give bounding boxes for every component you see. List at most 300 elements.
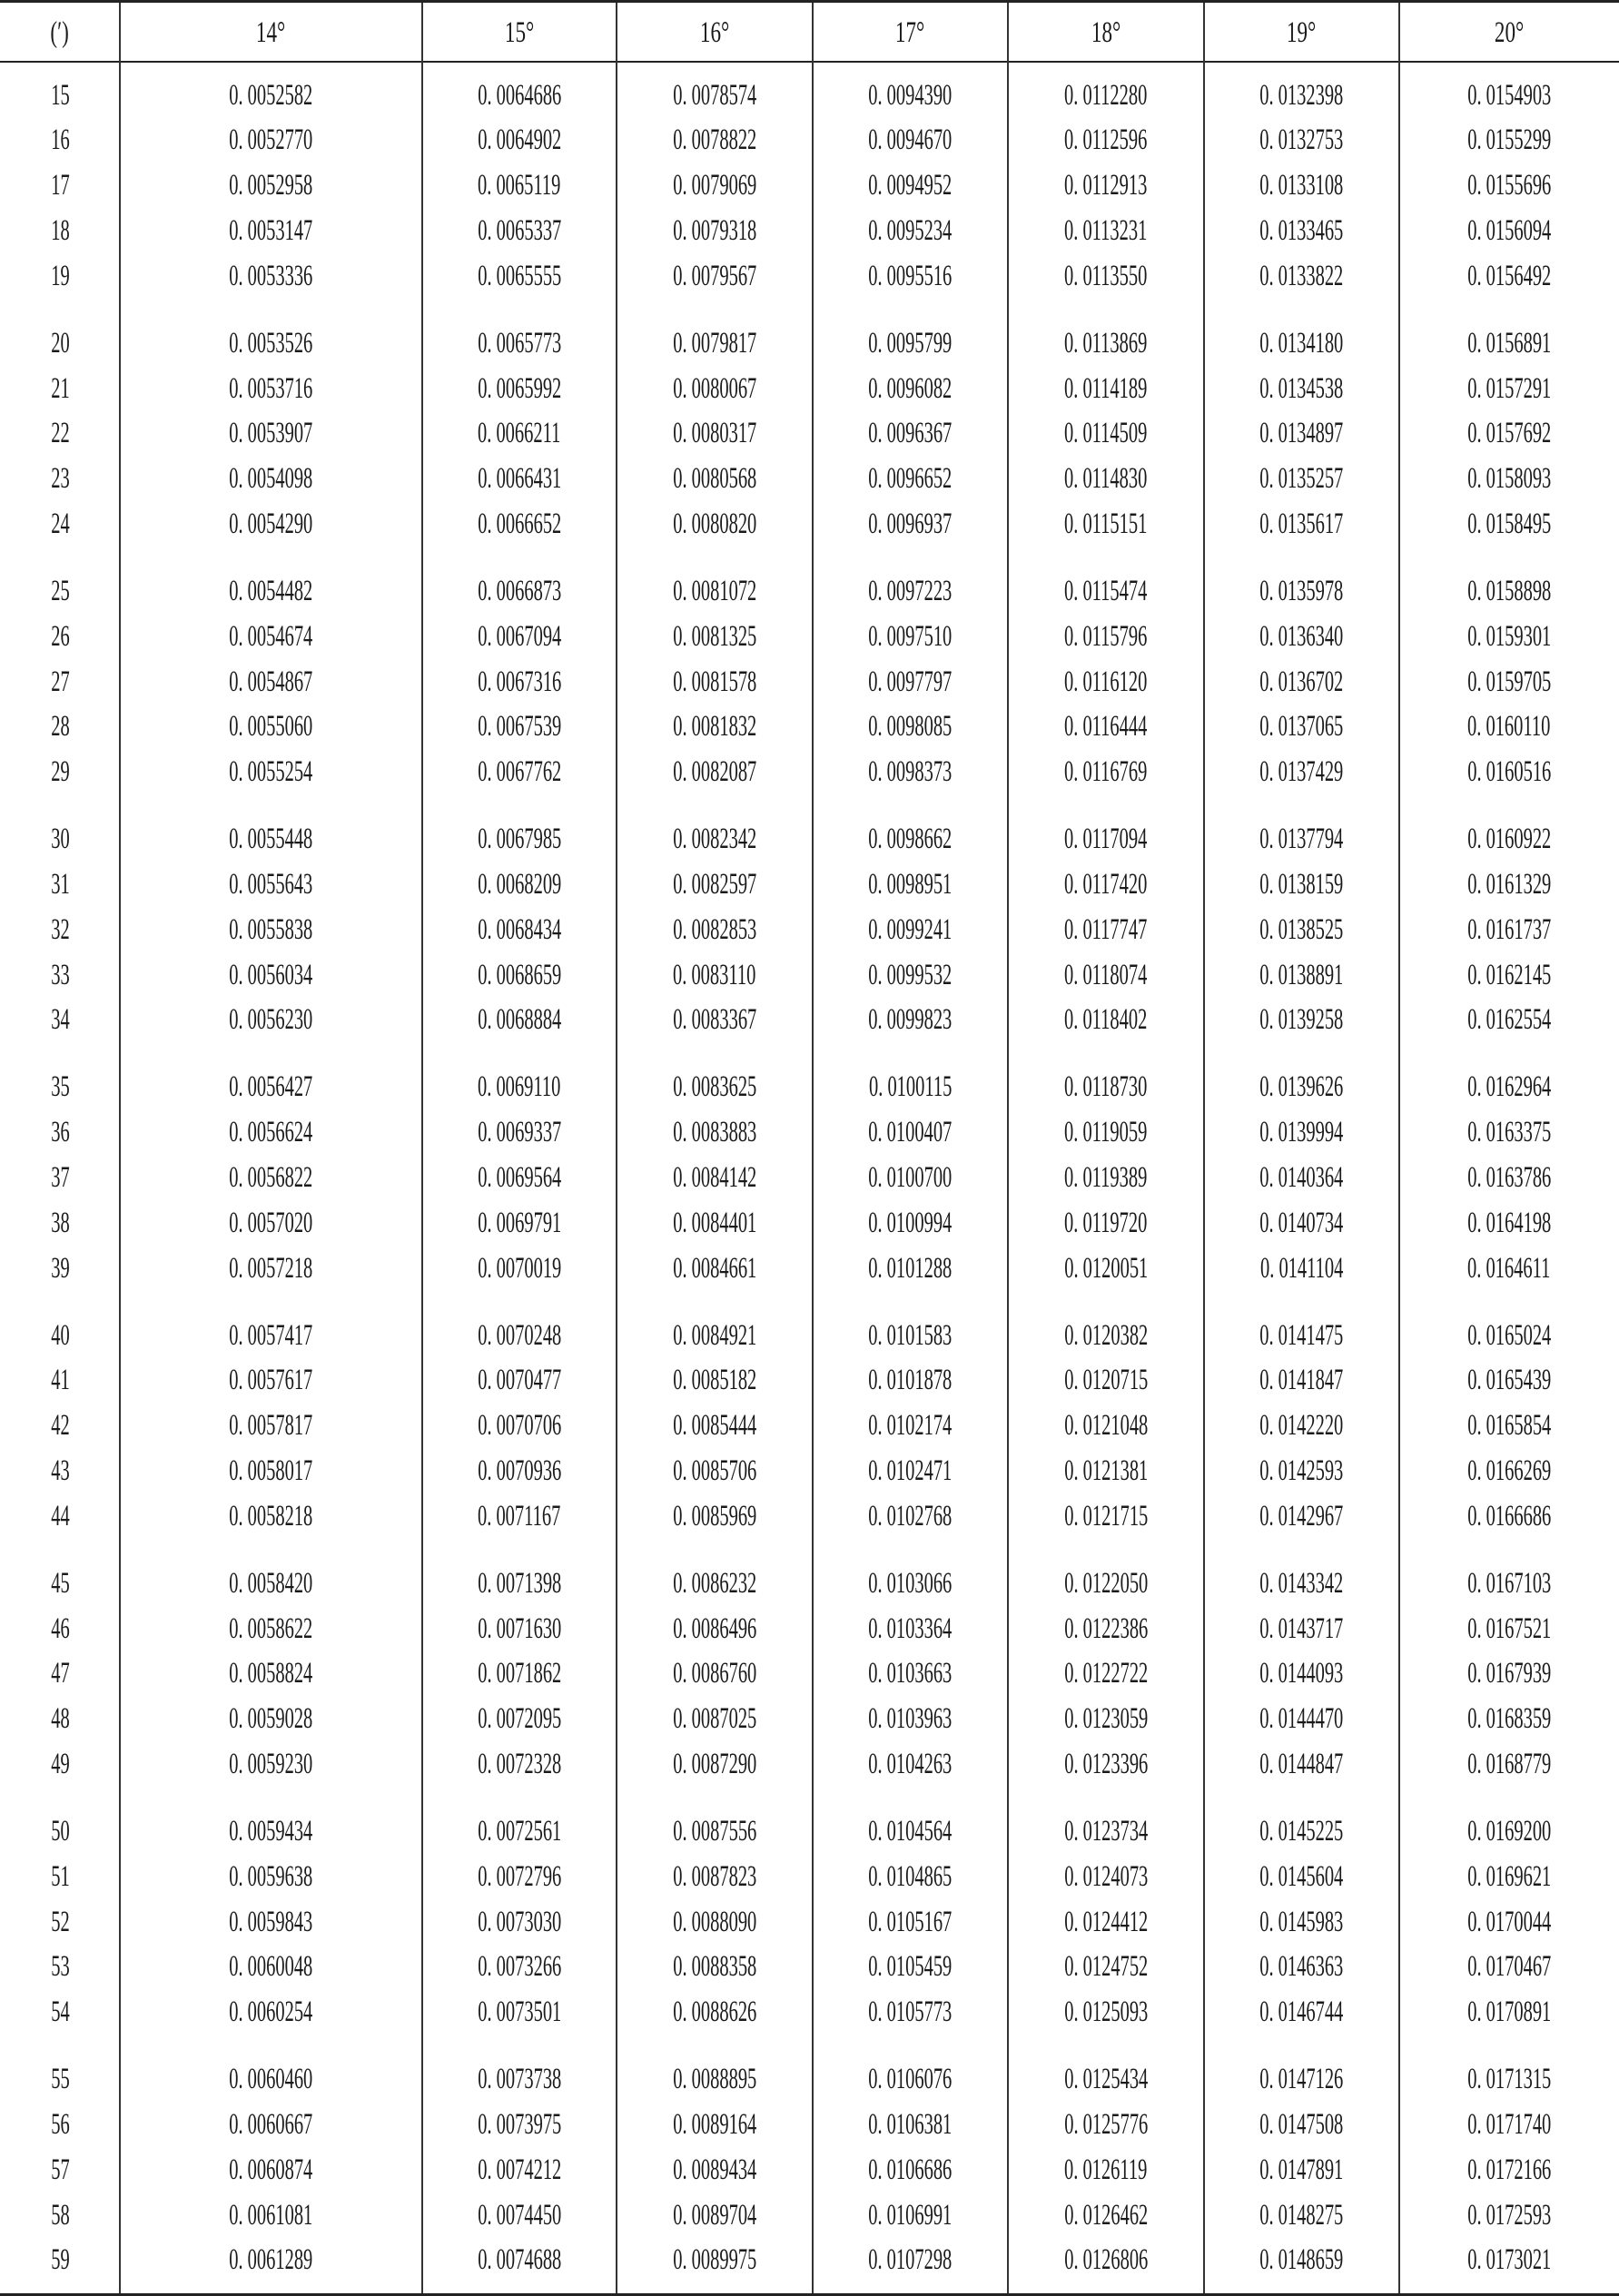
value-cell [1008, 457, 1204, 502]
cell-text: 0. 0096082 [868, 371, 953, 405]
cell-text: 0. 0088090 [672, 1905, 757, 1938]
cell-text: 0. 0066431 [477, 462, 562, 496]
value-cell [1399, 501, 1619, 547]
cell-text: 0. 0065992 [477, 371, 562, 405]
value-cell [1399, 568, 1619, 614]
minutes-cell [0, 1990, 120, 2035]
value-cell [1008, 501, 1204, 547]
value-cell [1399, 998, 1619, 1043]
value-cell [120, 1246, 422, 1291]
value-cell [120, 568, 422, 614]
value-cell [1204, 1990, 1399, 2035]
cell-text: 0. 0098085 [868, 710, 953, 744]
value-cell [1399, 817, 1619, 862]
cell-text: 0. 0099823 [868, 1003, 953, 1037]
minutes-cell [0, 659, 120, 705]
value-cell [1399, 1606, 1619, 1651]
value-cell [617, 2238, 813, 2283]
cell-text: 0. 0147891 [1259, 2153, 1344, 2186]
value-cell [120, 1313, 422, 1358]
value-cell [422, 750, 617, 795]
value-cell [1204, 2102, 1399, 2147]
cell-text: 0. 0095799 [868, 326, 953, 360]
value-cell [1399, 366, 1619, 411]
cell-text: 0. 0057417 [229, 1318, 313, 1352]
value-cell [617, 1313, 813, 1358]
cell-text: 0. 0052582 [229, 78, 313, 112]
cell-text: 0. 0135257 [1259, 462, 1344, 496]
value-cell [813, 1200, 1008, 1246]
cell-text: 0. 0071167 [478, 1499, 561, 1532]
cell-text: 0. 0160110 [1467, 710, 1551, 744]
value-cell [422, 1358, 617, 1404]
value-cell [813, 73, 1008, 118]
value-cell [120, 1990, 422, 2035]
cell-text: 0. 0124752 [1063, 1950, 1149, 1984]
value-cell [1008, 1606, 1204, 1651]
value-cell [813, 163, 1008, 209]
cell-text: 0. 0120382 [1063, 1318, 1149, 1352]
cell-text: 0. 0070248 [477, 1318, 562, 1352]
cell-text: 0. 0083367 [672, 1003, 757, 1037]
cell-text: 0. 0089704 [672, 2198, 757, 2232]
cell-text: 0. 0102471 [868, 1453, 953, 1487]
value-cell [120, 73, 422, 118]
value-cell [813, 907, 1008, 952]
cell-text: 0. 0100115 [868, 1070, 953, 1104]
minutes-cell [0, 1808, 120, 1854]
value-cell [120, 1697, 422, 1742]
header-degree [120, 7, 422, 58]
cell-text: 0. 0144470 [1259, 1702, 1344, 1736]
table-row [0, 1606, 1619, 1651]
value-cell [1008, 1065, 1204, 1110]
cell-text: 0. 0083883 [672, 1116, 757, 1149]
value-cell [1399, 1065, 1619, 1110]
cell-text: 0. 0126462 [1063, 2198, 1149, 2232]
cell-text: 0. 0168359 [1466, 1702, 1552, 1736]
minutes-cell [0, 750, 120, 795]
table-row [0, 1448, 1619, 1493]
cell-text: 0. 0156891 [1466, 326, 1552, 360]
value-cell [120, 1493, 422, 1539]
header-label: 18° [1091, 15, 1121, 49]
cell-text: 0. 0121715 [1063, 1499, 1149, 1532]
minutes-cell [0, 998, 120, 1043]
cell-text: 0. 0122386 [1063, 1611, 1149, 1645]
cell-text: 0. 0068659 [477, 958, 562, 991]
value-cell [617, 1741, 813, 1787]
cell-text: 0. 0070936 [477, 1453, 562, 1487]
cell-text: 20 [50, 326, 70, 360]
value-cell [422, 952, 617, 998]
minutes-cell [0, 2238, 120, 2283]
value-cell [120, 1945, 422, 1990]
value-cell [1204, 163, 1399, 209]
cell-text: 38 [50, 1206, 70, 1239]
value-cell [422, 320, 617, 366]
value-cell [1204, 614, 1399, 659]
minutes-cell [0, 862, 120, 907]
cell-text: 0. 0120051 [1063, 1251, 1149, 1285]
cell-text: 0. 0085969 [672, 1499, 757, 1532]
value-cell [1204, 320, 1399, 366]
cell-text: 0. 0170044 [1466, 1905, 1552, 1938]
cell-text: 0. 0163786 [1466, 1160, 1552, 1194]
header-label: 14° [256, 15, 286, 49]
table-row [0, 750, 1619, 795]
value-cell [813, 568, 1008, 614]
cell-text: 0. 0065773 [477, 326, 562, 360]
value-cell [1399, 1358, 1619, 1404]
cell-text: 0. 0162964 [1466, 1070, 1552, 1104]
value-cell [1399, 2147, 1619, 2193]
value-cell [1399, 1404, 1619, 1449]
value-cell [120, 501, 422, 547]
table-row [0, 1854, 1619, 1899]
cell-text: 0. 0125434 [1063, 2063, 1149, 2096]
minutes-cell [0, 2102, 120, 2147]
cell-text: 0. 0073738 [477, 2063, 562, 2096]
value-cell [1204, 1697, 1399, 1742]
value-cell [120, 1404, 422, 1449]
value-cell [813, 1155, 1008, 1200]
cell-text: 0. 0094952 [868, 169, 953, 202]
value-cell [1204, 2057, 1399, 2103]
cell-text: 0. 0115151 [1064, 507, 1148, 540]
cell-text: 0. 0078822 [672, 123, 757, 157]
minutes-cell [0, 952, 120, 998]
table-row [0, 1358, 1619, 1404]
value-cell [422, 862, 617, 907]
cell-text: 0. 0122050 [1063, 1566, 1149, 1600]
cell-text: 0. 0103364 [868, 1611, 953, 1645]
value-cell [120, 1155, 422, 1200]
cell-text: 0. 0082342 [672, 823, 757, 856]
header-minutes [0, 7, 120, 58]
value-cell [1399, 1651, 1619, 1697]
cell-text: 0. 0059434 [229, 1814, 313, 1848]
value-cell [422, 411, 617, 457]
value-cell [120, 862, 422, 907]
value-cell [617, 1854, 813, 1899]
value-cell [120, 1358, 422, 1404]
cell-text: 0. 0136702 [1259, 665, 1344, 698]
value-cell [422, 118, 617, 163]
value-cell [1008, 411, 1204, 457]
value-cell [120, 817, 422, 862]
cell-text: 0. 0101878 [868, 1364, 953, 1397]
value-cell [1008, 1404, 1204, 1449]
table-row [0, 208, 1619, 253]
table-row [0, 1065, 1619, 1110]
cell-text: 0. 0120715 [1063, 1364, 1149, 1397]
minutes-cell [0, 73, 120, 118]
minutes-cell [0, 501, 120, 547]
cell-text: 0. 0057617 [229, 1364, 313, 1397]
value-cell [1204, 1854, 1399, 1899]
value-cell [813, 952, 1008, 998]
value-cell [1008, 1155, 1204, 1200]
cell-text: 0. 0103963 [868, 1702, 953, 1736]
value-cell [617, 1358, 813, 1404]
cell-text: 21 [50, 371, 70, 405]
value-cell [1204, 1110, 1399, 1156]
value-cell [813, 998, 1008, 1043]
value-cell [120, 1561, 422, 1606]
cell-text: 0. 0103663 [868, 1657, 953, 1690]
cell-text: 0. 0057218 [229, 1251, 313, 1285]
value-cell [120, 1651, 422, 1697]
cell-text: 0. 0071398 [477, 1566, 562, 1600]
cell-text: 0. 0064686 [477, 78, 562, 112]
minutes-cell [0, 614, 120, 659]
value-cell [1008, 1313, 1204, 1358]
cell-text: 0. 0053147 [229, 213, 313, 247]
cell-text: 0. 0054290 [229, 507, 313, 540]
value-cell [813, 1448, 1008, 1493]
cell-text: 0. 0104263 [868, 1747, 953, 1780]
value-cell [617, 952, 813, 998]
table-row [0, 366, 1619, 411]
header-label: 16° [699, 15, 730, 49]
cell-text: 0. 0106381 [868, 2107, 953, 2141]
value-cell [1008, 1110, 1204, 1156]
value-cell [422, 501, 617, 547]
value-cell [1008, 163, 1204, 209]
cell-text: 0. 0081325 [672, 619, 757, 653]
cell-text: 16 [50, 123, 70, 157]
value-cell [1204, 1606, 1399, 1651]
cell-text: 0. 0086232 [672, 1566, 757, 1600]
value-cell [617, 2147, 813, 2193]
minutes-cell [0, 1493, 120, 1539]
value-cell [1399, 1899, 1619, 1945]
value-cell [813, 1404, 1008, 1449]
cell-text: 0. 0066652 [477, 507, 562, 540]
value-cell [1399, 705, 1619, 750]
value-cell [120, 253, 422, 299]
header-degree [617, 7, 813, 58]
cell-text: 0. 0166269 [1466, 1453, 1552, 1487]
minutes-cell [0, 568, 120, 614]
minutes-cell [0, 163, 120, 209]
value-cell [1204, 2147, 1399, 2193]
value-cell [1008, 1741, 1204, 1787]
minutes-cell [0, 1246, 120, 1291]
value-cell [1008, 614, 1204, 659]
value-cell [1008, 952, 1204, 998]
cell-text: 0. 0052958 [229, 169, 313, 202]
value-cell [120, 411, 422, 457]
value-cell [1399, 320, 1619, 366]
value-cell [1008, 2147, 1204, 2193]
value-cell [1204, 73, 1399, 118]
cell-text: 0. 0170467 [1466, 1950, 1552, 1984]
value-cell [422, 1899, 617, 1945]
cell-text: 0. 0101583 [868, 1318, 953, 1352]
cell-text: 0. 0158093 [1466, 462, 1552, 496]
cell-text: 0. 0164198 [1466, 1206, 1552, 1239]
value-cell [813, 817, 1008, 862]
cell-text: 0. 0115796 [1064, 619, 1148, 653]
cell-text: 0. 0085706 [672, 1453, 757, 1487]
value-cell [617, 1065, 813, 1110]
cell-text: 0. 0055060 [229, 710, 313, 744]
cell-text: 0. 0053526 [229, 326, 313, 360]
value-cell [617, 1404, 813, 1449]
cell-text: 0. 0106991 [868, 2198, 953, 2232]
cell-text: 0. 0171315 [1466, 2063, 1552, 2096]
cell-text: 0. 0056624 [229, 1116, 313, 1149]
cell-text: 0. 0073266 [477, 1950, 562, 1984]
cell-text: 36 [50, 1116, 70, 1149]
cell-text: 0. 0165024 [1466, 1318, 1552, 1352]
value-cell [617, 1808, 813, 1854]
value-cell [1204, 568, 1399, 614]
value-cell [1399, 253, 1619, 299]
value-cell [617, 1493, 813, 1539]
value-cell [120, 1606, 422, 1651]
header-degree [422, 7, 617, 58]
value-cell [617, 1899, 813, 1945]
cell-text: 0. 0058017 [229, 1453, 313, 1487]
cell-text: 0. 0089434 [672, 2153, 757, 2186]
value-cell [120, 366, 422, 411]
cell-text: 22 [50, 417, 70, 450]
table-row [0, 1651, 1619, 1697]
cell-text: 0. 0071862 [477, 1657, 562, 1690]
cell-text: 0. 0124412 [1063, 1905, 1149, 1938]
cell-text: 0. 0081578 [672, 665, 757, 698]
cell-text: 0. 0069110 [478, 1070, 561, 1104]
cell-text: 0. 0079817 [672, 326, 757, 360]
cell-text: 31 [50, 867, 70, 901]
value-cell [1204, 998, 1399, 1043]
value-cell [1399, 2238, 1619, 2283]
cell-text: 0. 0060874 [229, 2153, 313, 2186]
cell-text: 0. 0116769 [1064, 755, 1148, 789]
cell-text: 0. 0101288 [868, 1251, 953, 1285]
value-cell [617, 2102, 813, 2147]
value-cell [1204, 457, 1399, 502]
value-cell [813, 2147, 1008, 2193]
table-row [0, 457, 1619, 502]
value-cell [422, 2147, 617, 2193]
minutes-cell [0, 1651, 120, 1697]
cell-text: 0. 0158898 [1466, 574, 1552, 607]
value-cell [1204, 952, 1399, 998]
value-cell [813, 1945, 1008, 1990]
cell-text: 0. 0126806 [1063, 2243, 1149, 2277]
value-cell [120, 2057, 422, 2103]
value-cell [617, 705, 813, 750]
cell-text: 0. 0053907 [229, 417, 313, 450]
value-cell [1399, 1110, 1619, 1156]
value-cell [1204, 750, 1399, 795]
table-row [0, 705, 1619, 750]
value-cell [813, 1651, 1008, 1697]
cell-text: 34 [50, 1003, 70, 1037]
value-cell [1399, 1741, 1619, 1787]
value-cell [422, 2057, 617, 2103]
cell-text: 0. 0167521 [1466, 1611, 1552, 1645]
table-row [0, 2147, 1619, 2193]
value-cell [120, 2147, 422, 2193]
cell-text: 0. 0088626 [672, 1995, 757, 2029]
value-cell [1399, 1493, 1619, 1539]
value-cell [1008, 1697, 1204, 1742]
cell-text: 0. 0074450 [477, 2198, 562, 2232]
table-row [0, 659, 1619, 705]
table-row [0, 1155, 1619, 1200]
value-cell [1399, 2057, 1619, 2103]
value-cell [422, 1065, 617, 1110]
value-cell [617, 1651, 813, 1697]
table-row [0, 163, 1619, 209]
value-cell [1399, 2193, 1619, 2238]
table-row [0, 118, 1619, 163]
minutes-cell [0, 1697, 120, 1742]
cell-text: 0. 0104865 [868, 1859, 953, 1893]
cell-text: 0. 0083110 [673, 958, 756, 991]
cell-text: 0. 0134897 [1259, 417, 1344, 450]
cell-text: 0. 0087823 [672, 1859, 757, 1893]
cell-text: 0. 0097797 [868, 665, 953, 698]
value-cell [1204, 1155, 1399, 1200]
value-cell [1204, 659, 1399, 705]
value-cell [422, 614, 617, 659]
value-cell [617, 1200, 813, 1246]
value-cell [617, 320, 813, 366]
value-cell [813, 1741, 1008, 1787]
value-cell [120, 1854, 422, 1899]
cell-text: 42 [50, 1409, 70, 1443]
table-row [0, 1110, 1619, 1156]
cell-text: 0. 0121381 [1063, 1453, 1149, 1487]
cell-text: 0. 0054482 [229, 574, 313, 607]
cell-text: 0. 0143717 [1259, 1611, 1344, 1645]
cell-text: 0. 0167103 [1466, 1566, 1552, 1600]
cell-text: 0. 0157291 [1466, 371, 1552, 405]
value-cell [1008, 1246, 1204, 1291]
table-header-row [0, 7, 1619, 58]
cell-text: 0. 0083625 [672, 1070, 757, 1104]
minutes-cell [0, 366, 120, 411]
value-cell [1399, 1200, 1619, 1246]
cell-text: 0. 0070477 [477, 1364, 562, 1397]
value-cell [813, 1808, 1008, 1854]
value-cell [1008, 1990, 1204, 2035]
cell-text: 0. 0114509 [1064, 417, 1148, 450]
cell-text: 0. 0118402 [1064, 1003, 1148, 1037]
value-cell [1204, 208, 1399, 253]
cell-text: 0. 0133465 [1259, 213, 1344, 247]
value-cell [617, 659, 813, 705]
cell-text: 25 [50, 574, 70, 607]
minutes-cell [0, 907, 120, 952]
cell-text: 0. 0145983 [1259, 1905, 1344, 1938]
cell-text: 48 [50, 1702, 70, 1736]
cell-text: 0. 0162145 [1466, 958, 1552, 991]
table-row [0, 2193, 1619, 2238]
table-row [0, 411, 1619, 457]
value-cell [617, 501, 813, 547]
cell-text: 0. 0058824 [229, 1657, 313, 1690]
cell-text: 0. 0138891 [1259, 958, 1344, 991]
cell-text: 0. 0071630 [477, 1611, 562, 1645]
cell-text: 0. 0145604 [1259, 1859, 1344, 1893]
